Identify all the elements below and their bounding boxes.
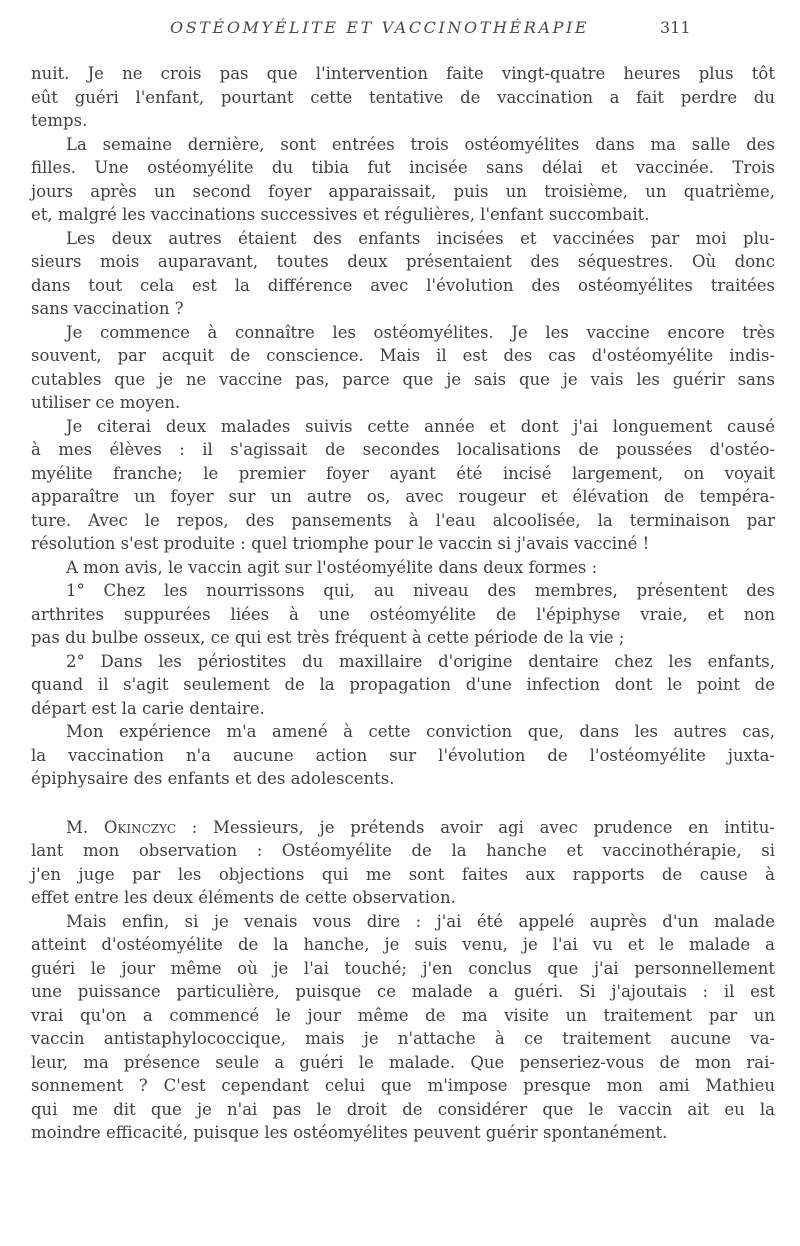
paragraph [31, 556, 775, 580]
text-line: jours après un second foyer apparaissait, puis un troisième, un quatrième, [31, 181, 775, 201]
text-line: atteint d'ostéomyélite de la hanche, je suis venu, je l'ai vu et le malade a [31, 935, 775, 954]
text-line: cutables que je ne vaccine pas, parce que je sais que je vais les guérir sans [31, 369, 775, 389]
text-line: effet entre les deux éléments de cette observation. [31, 888, 456, 907]
paragraph [31, 321, 775, 415]
text-line: guéri le jour même où je l'ai touché; j'en conclus que j'ai personnellement [31, 958, 775, 978]
text-line: 1° Chez les nourrissons qui, au niveau des membres, présentent des [66, 581, 775, 600]
text-line: 2° Dans les périostites du maxillaire d'origine dentaire chez les enfants, [66, 651, 775, 671]
text-line: quand il s'agit seulement de la propagation d'une infection dont le point de [31, 675, 775, 694]
text-line: sieurs mois auparavant, toutes deux présentaient des séquestres. Où donc [31, 252, 775, 271]
section-gap [31, 791, 775, 816]
paragraph [31, 650, 775, 721]
text-line: la vaccination n'a aucune action sur l'évolution de l'ostéomyélite juxta- [31, 745, 775, 765]
page-number: 311 [660, 18, 691, 37]
text-line: Je commence à connaître les ostéomyélites. Je les vaccine encore très [66, 322, 775, 342]
body-text [31, 62, 775, 1145]
text-line: une puissance particulière, puisque ce malade a guéri. Si j'ajoutais : il est [31, 982, 775, 1001]
text-segment: : Messieurs, je prétends avoir agi avec prudence en intitu- [176, 817, 776, 837]
text-line: j'en juge par les objections qui me sont faites aux rapports de cause à [31, 864, 775, 884]
text-line: nuit. Je ne crois pas que l'intervention faite vingt-quatre heures plus tôt [31, 64, 775, 83]
text-line: départ est la carie dentaire. [31, 698, 265, 718]
paragraph [31, 816, 775, 910]
text-line: dans tout cela est la différence avec l'évolution des ostéomyélites traitées [31, 275, 775, 295]
text-line: myélite franche; le premier foyer ayant été incisé largement, on voyait [31, 463, 775, 483]
text-line: apparaître un foyer sur un autre os, avec rougeur et élévation de tempéra- [31, 487, 775, 506]
text-line: La semaine dernière, sont entrées trois ostéomyélites dans ma salle des [66, 134, 775, 154]
text-line: Je citerai deux malades suivis cette année et dont j'ai longuement causé [66, 416, 775, 436]
text-line: ture. Avec le repos, des pansements à l'eau alcoolisée, la terminaison par [31, 510, 775, 530]
paragraph [31, 62, 775, 133]
text-line: lant mon observation : Ostéomyélite de la hanche et vaccinothérapie, si [31, 841, 775, 860]
text-line: filles. Une ostéomyélite du tibia fut incisée sans délai et vaccinée. Trois [31, 158, 775, 177]
text-line: A mon avis, le vaccin agit sur l'ostéomyélite dans deux formes : [66, 557, 598, 577]
paragraph [31, 720, 775, 791]
text-line: souvent, par acquit de conscience. Mais il est des cas d'ostéomyélite indis- [31, 346, 775, 365]
text-line: qui me dit que je n'ai pas le droit de considérer que le vaccin ait eu la [31, 1099, 775, 1119]
paragraph [31, 910, 775, 1145]
paragraph [31, 579, 775, 650]
text-line: arthrites suppurées liées à une ostéomyélite de l'épiphyse vraie, et non [31, 604, 775, 624]
text-line [31, 816, 775, 840]
text-line: sans vaccination ? [31, 299, 184, 318]
text-line: moindre efficacité, puisque les ostéomyélites peuvent guérir spontanément. [31, 1123, 668, 1142]
paragraph [31, 415, 775, 556]
text-line: eût guéri l'enfant, pourtant cette tentative de vaccination a fait perdre du [31, 87, 775, 107]
text-line: à mes élèves : il s'agissait de secondes localisations de poussées d'ostéo- [31, 440, 775, 459]
speaker-name: M. Okinczyc [66, 817, 177, 837]
text-line: leur, ma présence seule a guéri le malade. Que penseriez-vous de mon rai- [31, 1052, 775, 1072]
text-line: résolution s'est produite : quel triomphe pour le vaccin si j'avais vacciné ! [31, 534, 650, 553]
text-line: pas du bulbe osseux, ce qui est très fréquent à cette période de la vie ; [31, 628, 625, 647]
text-line: Mon expérience m'a amené à cette conviction que, dans les autres cas, [66, 722, 775, 741]
text-line: épiphysaire des enfants et des adolescents. [31, 769, 395, 788]
text-line: et, malgré les vaccinations successives et régulières, l'enfant succombait. [31, 205, 650, 224]
text-line: sonnement ? C'est cependant celui que m'impose presque mon ami Mathieu [31, 1076, 775, 1095]
running-header: OSTÉOMYÉLITE ET VACCINOTHÉRAPIE [170, 18, 590, 37]
text-line: temps. [31, 111, 88, 130]
text-line: vrai qu'on a commencé le jour même de ma visite un traitement par un [31, 1005, 775, 1025]
paragraph [31, 227, 775, 321]
text-line: vaccin antistaphylococcique, mais je n'attache à ce traitement aucune va- [31, 1029, 775, 1048]
text-line: Les deux autres étaient des enfants incisées et vaccinées par moi plu- [66, 228, 775, 248]
text-line: Mais enfin, si je venais vous dire : j'ai été appelé auprès d'un malade [66, 911, 775, 931]
paragraph [31, 133, 775, 227]
text-line: utiliser ce moyen. [31, 393, 181, 412]
